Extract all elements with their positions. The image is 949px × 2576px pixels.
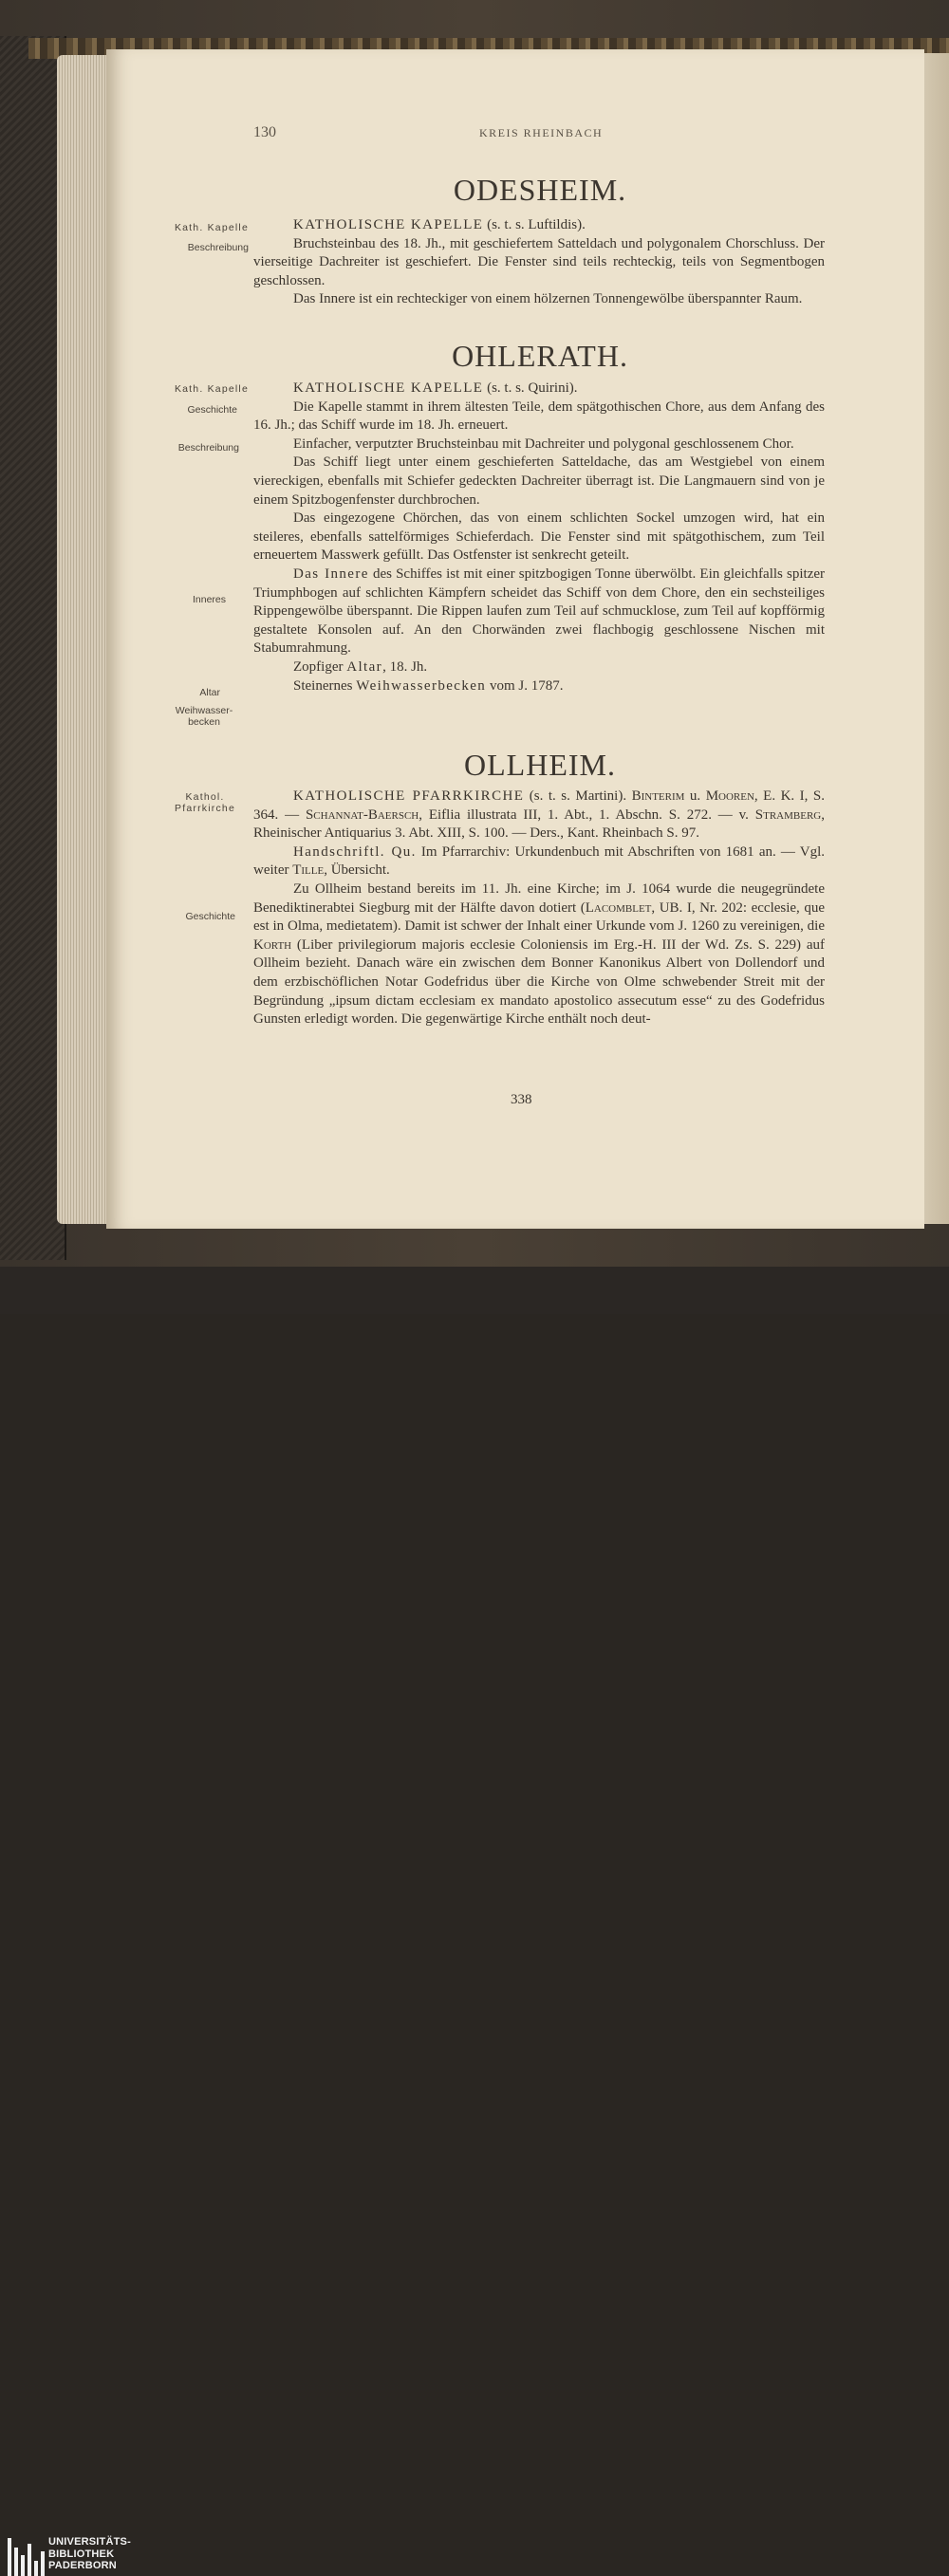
section-title-ohlerath: OHLERATH.: [452, 339, 628, 373]
spaced-term: Altar: [346, 658, 383, 675]
margin-note-line: Pfarrkirche: [175, 803, 235, 814]
author-name: Stramberg: [754, 806, 822, 823]
page-number-footer: 338: [511, 1092, 532, 1107]
paragraph: [253, 677, 825, 696]
author-name: Korth: [253, 936, 292, 953]
margin-note-geschichte: Geschichte: [187, 404, 237, 416]
paragraph: [253, 658, 825, 677]
author-name: Lacomblet: [585, 899, 652, 916]
paragraph: Das Schiff liegt unter einem geschieferten Satteldache, das am Westgiebel von einem viereckigen, ebenfalls mit Schiefer gedeckten Dachreiter überragt ist. Die Langmauern sind von je einem Spitzbogenfenster durchbrochen.: [253, 454, 825, 508]
text-run: Zopfiger: [293, 658, 347, 675]
text-run: (Liber privilegiorum majoris ecclesie Coloniensis im Erg.-H. III der Wd. Zs. S. 229) auf Ollheim bezieht. Danach wäre ein zwischen dem Bonner Kanonikus Albert von Dollendorf und dem erzbischöflichen Notar Godefridus über die Kirche von Olme schwebender Streit mit der Begründung „ipsum dictam ecclesiam ex mandato apostolico assecutum esse“ zu des Godefridus Gunsten erledigt worden. Die gegenwärtige Kirche enthält noch deut-: [253, 936, 825, 1028]
spaced-term: Handschriftl. Qu.: [293, 843, 417, 860]
paragraph: Das eingezogene Chörchen, das von einem schlichten Sockel umzogen wird, hat ein steileres, ebenfalls sattelförmiges Schieferdach. Die Fenster sind mit spätgothischem, zum Teil erneuertem Masswerk gefüllt. Das Ostfenster ist senkrecht geteilt.: [253, 510, 825, 564]
text-run: , Übersicht.: [324, 862, 390, 879]
spaced-term: Das Innere: [293, 565, 369, 582]
text-run: des Schiffes ist mit einer spitzbogigen Tonne überwölbt. Ein gleichfalls spitzer Triumphbogen auf schlichten Kämpfern scheidet das Schiff von dem Chore, den ein sechsteiliges Rippengewölbe überspannt. Die Rippen laufen zum Teil auf schmucklose, zum Teil auf kopfförmig gestaltete Konsolen auf. An den Chorwänden zwei flachbogig geschlossene Nischen mit Stabumrahmung.: [253, 565, 826, 657]
margin-note-weihwasserbecken: [161, 705, 247, 728]
text-run: u.: [684, 788, 706, 804]
book-scan: [0, 0, 949, 1267]
author-name: Mooren: [705, 788, 754, 804]
text-run: , E. K. I, S. 364. —: [253, 788, 825, 823]
lead-rest: (s. t. s. Luftildis).: [483, 217, 586, 232]
text-run: , 18. Jh.: [382, 658, 428, 675]
author-name: Tille: [292, 862, 325, 879]
margin-note-altar: Altar: [199, 687, 220, 698]
margin-note-line: becken: [188, 716, 220, 728]
library-name-line: BIBLIOTHEK: [48, 2548, 115, 2560]
spaced-term: Weihwasserbecken: [356, 677, 487, 694]
lead-rest: (s. t. s. Quirini).: [483, 380, 578, 396]
margin-note-line: Kathol.: [185, 791, 225, 803]
margin-note-pfarrkirche: [159, 791, 251, 814]
margin-note-beschreibung: Beschreibung: [177, 442, 239, 454]
paragraph: Das Innere ist ein rechteckiger von einem hölzernen Tonnengewölbe überspannter Raum.: [293, 291, 803, 307]
text-run: Zu Ollheim bestand bereits im 11. Jh. eine Kirche; im J. 1064 wurde die neugegründete Benediktinerabtei Siegburg mit der Hälfte davon dotiert (: [253, 880, 825, 916]
paragraph: [253, 216, 825, 235]
text-run: (s. t. s. Martini).: [524, 788, 632, 804]
spaced-lead: KATHOLISCHE KAPELLE: [293, 380, 484, 396]
paragraph: [253, 880, 825, 1029]
library-name-line: UNIVERSITÄTS-: [48, 2536, 131, 2548]
paragraph: [253, 788, 825, 843]
library-logo-icon: [8, 2538, 46, 2576]
text-run: , UB. I, Nr. 202: ecclesie, que est in Olma, medietatem). Damit ist schwer der Inhalt einer Urkunde vom J. 1260 zu vereinigen, die: [253, 899, 825, 935]
ollheim-body: [253, 788, 825, 1029]
library-name-line: PADERBORN: [48, 2560, 117, 2571]
margin-note-kapelle: Kath. Kapelle: [174, 222, 249, 233]
running-page-number: 130: [253, 124, 276, 140]
paragraph: Einfacher, verputzter Bruchsteinbau mit Dachreiter und polygonal geschlossenem Chor.: [293, 436, 794, 452]
paragraph: Bruchsteinbau des 18. Jh., mit geschiefertem Satteldach und polygonalem Chorschluss. Der vierseitige Dachreiter ist geschiefert. Die Fenster sind teils rechteckig, teils von Segmentbogen geschlossen.: [253, 235, 825, 288]
text-run: Im Pfarrarchiv: Urkundenbuch mit Abschriften von 1681 an. — Vgl. weiter: [253, 843, 825, 879]
paragraph: [253, 843, 825, 880]
author-name: Binterim: [631, 788, 685, 804]
paragraph: Die Kapelle stammt in ihrem ältesten Teile, dem spätgothischen Chore, aus dem Anfang des 16. Jh.; das Schiff wurde im 18. Jh. erneuert.: [253, 398, 825, 434]
text-run: , Eiflia illustrata III, 1. Abt., 1. Abschn. S. 272. — v.: [419, 806, 755, 823]
margin-note-geschichte: Geschichte: [185, 911, 235, 922]
paragraph: [253, 565, 825, 658]
section-title-ollheim: OLLHEIM.: [464, 748, 616, 782]
spaced-lead: KATHOLISCHE KAPELLE: [293, 217, 484, 232]
ohlerath-body: [253, 380, 825, 695]
section-title-odesheim: ODESHEIM.: [453, 173, 627, 207]
margin-note-kapelle: Kath. Kapelle: [174, 383, 249, 395]
margin-note-inneres: Inneres: [192, 594, 226, 605]
author-name: Schannat-Baersch: [305, 806, 419, 823]
margin-note-line: Weihwasser-: [175, 705, 233, 716]
text-run: Steinernes: [293, 677, 357, 694]
library-footer-bar: [0, 1267, 949, 2571]
spaced-lead: KATHOLISCHE PFARRKIRCHE: [293, 788, 525, 804]
odesheim-body: [253, 216, 825, 309]
running-title: KREIS RHEINBACH: [479, 126, 604, 139]
library-name: [48, 2536, 131, 2572]
margin-note-beschreibung: Beschreibung: [187, 242, 249, 253]
text-run: vom J. 1787.: [486, 677, 564, 694]
text-run: , Rheinischer Antiquarius 3. Abt. XIII, S. 100. — Ders., Kant. Rheinbach S. 97.: [253, 806, 825, 842]
paragraph: [253, 380, 825, 398]
